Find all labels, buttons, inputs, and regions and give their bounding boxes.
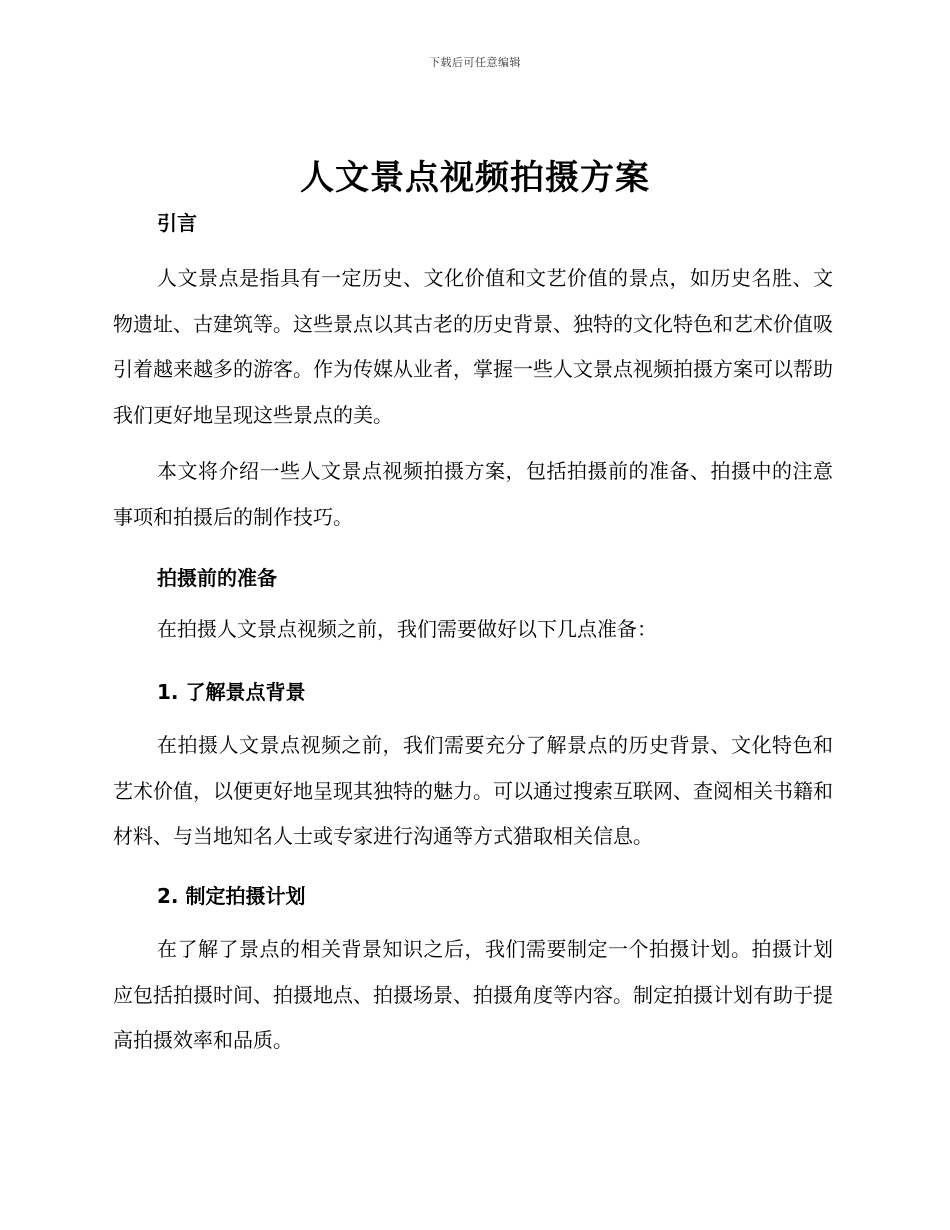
item2-paragraph: 在了解了景点的相关背景知识之后，我们需要制定一个拍摄计划。拍摄计划应包括拍摄时间、拍摄地点、拍摄场景、拍摄角度等内容。制定拍摄计划有助于提高拍摄效率和品质。 [113, 937, 833, 1052]
item1-heading: 1. 了解景点背景 [157, 680, 306, 704]
item1-paragraph: 在拍摄人文景点视频之前，我们需要充分了解景点的历史背景、文化特色和艺术价值，以便更好地呈现其独特的魅力。可以通过搜索互联网、查阅相关书籍和材料、与当地知名人士或专家进行沟通等方式猎取相关信息。 [113, 733, 833, 848]
header-note: 下载后可任意编辑 [429, 56, 521, 69]
intro-paragraph-2: 本文将介绍一些人文景点视频拍摄方案，包括拍摄前的准备、拍摄中的注意事项和拍摄后的制作技巧。 [113, 459, 833, 529]
intro-paragraph-1: 人文景点是指具有一定历史、文化价值和文艺价值的景点，如历史名胜、文物遗址、古建筑等。这些景点以其古老的历史背景、独特的文化特色和艺术价值吸引着越来越多的游客。作为传媒从业者，掌握一些人文景点视频拍摄方案可以帮助我们更好地呈现这些景点的美。 [113, 266, 833, 427]
intro-heading: 引言 [157, 211, 197, 235]
item2-heading: 2. 制定拍摄计划 [157, 884, 306, 908]
prep-heading: 拍摄前的准备 [157, 566, 277, 590]
document-title: 人文景点视频拍摄方案 [300, 158, 650, 198]
prep-intro-paragraph: 在拍摄人文景点视频之前，我们需要做好以下几点准备： [157, 617, 657, 641]
